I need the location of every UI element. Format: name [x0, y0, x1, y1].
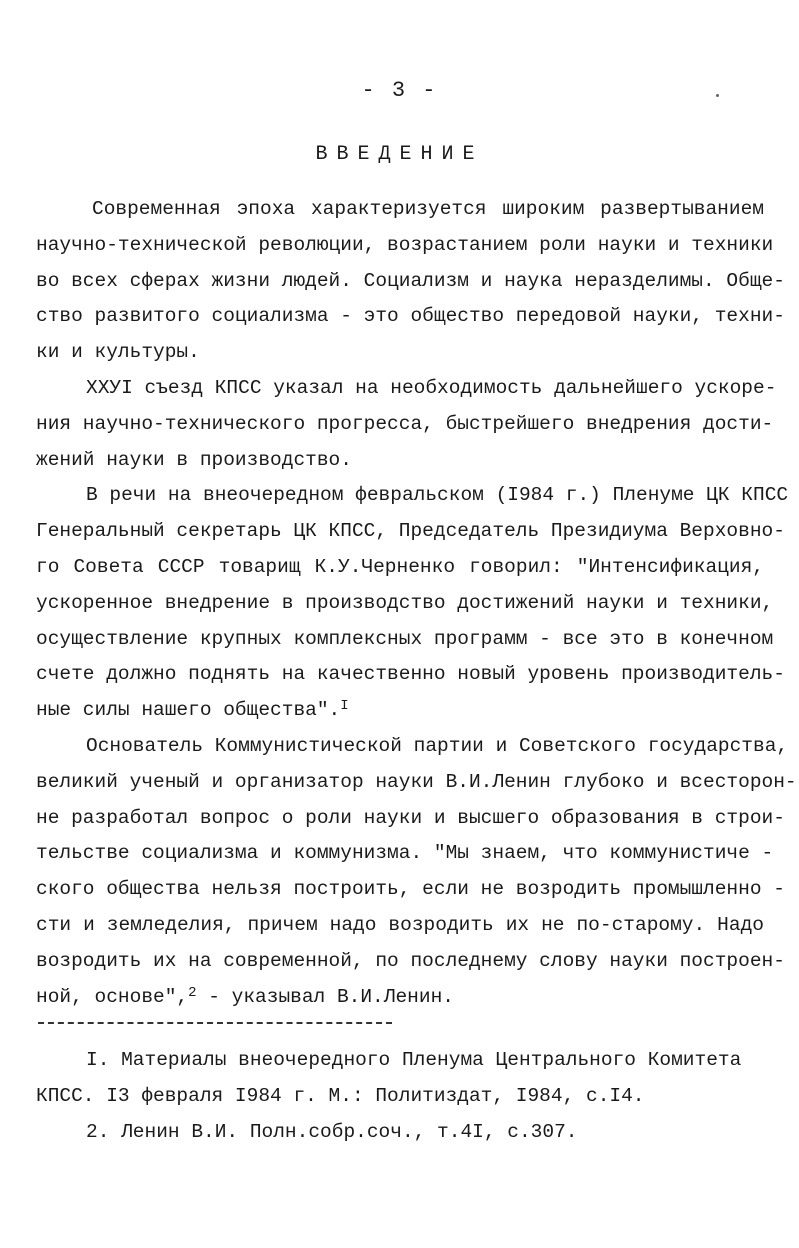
- text-line: осуществление крупных комплексных программ - все это в конечном: [36, 627, 774, 650]
- text-line: счете должно поднять на качественно новый уровень производитель-: [36, 663, 785, 686]
- footnote-ref-1: I: [340, 698, 349, 715]
- text-line: Основатель Коммунистической партии и Советского государства,: [86, 734, 789, 757]
- footnote-separator: [38, 1022, 392, 1024]
- footnotes: [36, 1042, 764, 1150]
- text-line: ускоренное внедрение в производство достижений науки и техники,: [36, 591, 774, 614]
- text-line: тельстве социализма и коммунизма. "Мы знаем, что коммунистиче -: [36, 842, 774, 865]
- text-line: В речи на внеочередном февральском (I984 г.) Пленуме ЦК КПСС: [86, 484, 789, 507]
- text-span: - указывал В.И.Ленин.: [196, 985, 454, 1008]
- text-line: возродить их на современной, по последнему слову науки построен-: [36, 949, 785, 972]
- text-line: XXУI съезд КПСС указал на необходимость дальнейшего ускоре-: [86, 376, 777, 399]
- footnote-1-cont: КПСС. I3 февраля I984 г. М.: Политиздат, I984, с.I4.: [36, 1085, 645, 1107]
- page-title: ВВЕДЕНИЕ: [315, 143, 484, 166]
- text-line: ского общества нельзя построить, если не возродить промышленно -: [36, 878, 785, 901]
- text-line: не разработал вопрос о роли науки и высшего образования в строи-: [36, 806, 785, 829]
- page-number: - 3 -: [361, 78, 438, 103]
- footnote-ref-2: 2: [188, 984, 197, 1001]
- text-line: ство развитого социализма - это общество передовой науки, техни-: [36, 305, 785, 328]
- text-line: [36, 980, 764, 1016]
- text-line: [36, 693, 764, 729]
- text-line: го Совета СССР товарищ К.У.Черненко говорил: "Интенсификация,: [36, 555, 764, 578]
- text-line: Современная эпоха характеризуется широким развертыванием: [92, 198, 764, 220]
- text-line: ки и культуры.: [36, 341, 200, 364]
- text-line: жений науки в производство.: [36, 448, 352, 471]
- text-line: ния научно-технического прогресса, быстрейшего внедрения дости-: [36, 412, 774, 435]
- text-line: научно-технической революции, возрастанием роли науки и техники: [36, 233, 774, 256]
- text-span: ной, основе",: [36, 985, 189, 1008]
- body-text: [36, 192, 797, 1015]
- footnote-1: I. Материалы внеочередного Пленума Центрального Комитета: [86, 1049, 742, 1071]
- text-line: Генеральный секретарь ЦК КПСС, Председатель Президиума Верховно-: [36, 520, 785, 543]
- text-span: ные силы нашего общества".: [36, 699, 341, 722]
- text-line: во всех сферах жизни людей. Социализм и наука неразделимы. Обще-: [36, 269, 785, 292]
- text-line: сти и земледелия, причем надо возродить их не по-старому. Надо: [36, 913, 764, 936]
- scan-speck: [716, 94, 719, 97]
- footnote-2: 2. Ленин В.И. Полн.собр.соч., т.4I, с.307.: [86, 1121, 578, 1143]
- text-line: великий ученый и организатор науки В.И.Ленин глубоко и всесторон-: [36, 770, 797, 793]
